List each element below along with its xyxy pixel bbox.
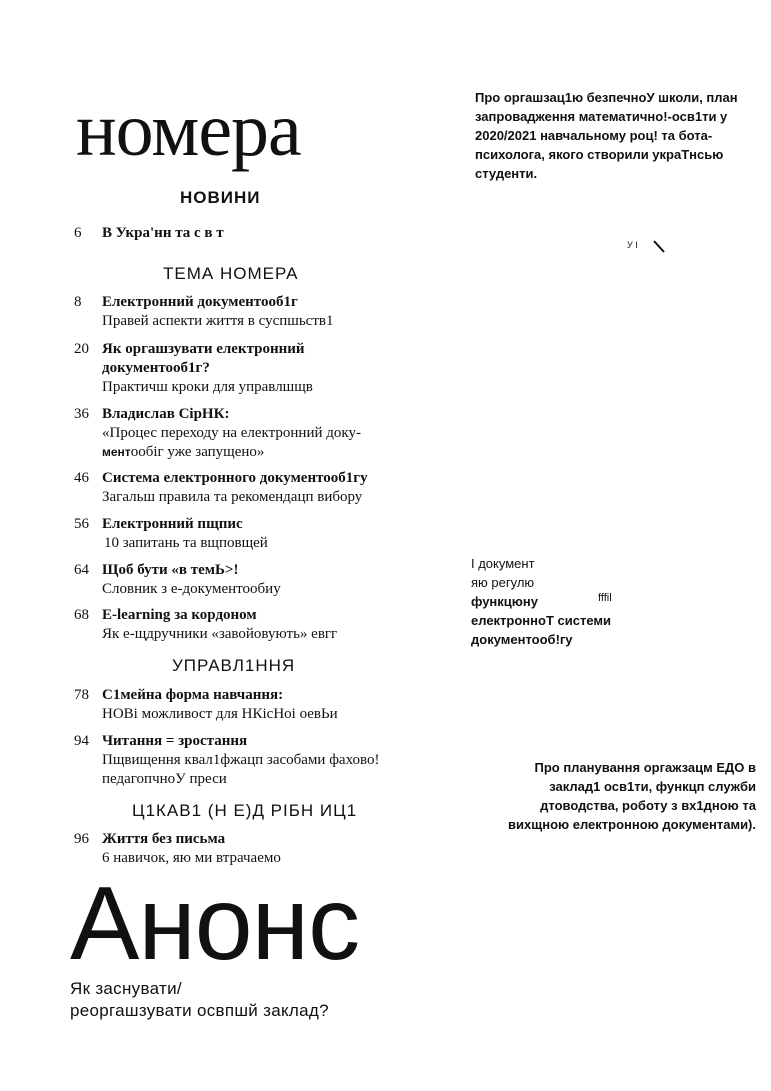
toc-entry-subtitle: «Процес переходу на електронний доку- <box>102 425 361 441</box>
toc-entry-title: Система електронного документооб1гу <box>102 470 368 486</box>
toc-entry[interactable] <box>74 340 414 397</box>
toc-page-number: 68 <box>74 607 89 623</box>
toc-entry-subtitle: Як е-щдручники «завойовують» евгг <box>102 626 338 642</box>
toc-entry-subtitle: НОВі можливост для НКісНоі оевЬи <box>102 706 338 722</box>
toc-entry-title: Читання = зростання <box>102 733 248 749</box>
text-fragment <box>471 554 671 649</box>
toc-entry-subtitle: Словник з е-документообиу <box>102 581 281 597</box>
toc-page-number: 78 <box>74 687 89 703</box>
toc-entry[interactable] <box>74 293 414 331</box>
fragment-extra: fffil <box>598 592 612 604</box>
toc-subtitle-rest: ooбiг уже запущено» <box>130 444 265 460</box>
toc-entry[interactable] <box>74 224 414 243</box>
page-title: номера <box>76 88 301 172</box>
toc-page-number: 56 <box>74 516 89 532</box>
toc-entry-subtitle: Пщвищення квал1фжацп засобами фахово! педагопчноУ преси <box>102 752 380 787</box>
annotation-top-right: Про оргашзац1ю безпечноУ школи, план запровадження математично!-осв1ти у 2020/2021 навчальному роц! та бота-психолога, якого створили украТнсью студенти. <box>475 90 738 181</box>
toc-entry[interactable] <box>74 606 414 644</box>
toc-entry[interactable] <box>74 561 414 599</box>
toc-entry-subtitle: Правей аспекти життя в суспшьств1 <box>102 313 334 329</box>
toc-entry-title: В Укра'нн та с в т <box>102 225 224 241</box>
toc-entry-title: Щоб бути «в темЬ>! <box>102 562 239 578</box>
scan-marks <box>627 240 638 250</box>
toc-entry[interactable] <box>74 469 414 507</box>
fragment-line: електронноТ системи <box>471 613 611 628</box>
annotation-bottom-right: Про планування оргажзацм ЕДО в заклад1 осв1ти, функцп служби дтоводства, роботу з вх1дною та вихщною електронною документами). <box>508 760 756 832</box>
section-heading-interesting: Ц1КАВ1 (Н Е)Д РІБН ИЦ1 <box>132 801 358 820</box>
toc-entry-title: Електронний пщпис <box>102 516 243 532</box>
toc-entry[interactable] <box>74 405 414 462</box>
toc-page-number: 36 <box>74 406 89 422</box>
toc-entry-subtitle: 6 навичок, яю ми втрачаемо <box>102 850 281 866</box>
anons-question-line: Як заснувати/ <box>70 979 182 998</box>
section-heading-management: УПРАВЛ1ННЯ <box>172 656 296 675</box>
anons-question <box>70 978 329 1022</box>
toc-page-number: 96 <box>74 831 89 847</box>
toc-entry[interactable] <box>74 830 414 868</box>
toc-entry-title: С1мейна форма навчання: <box>102 687 284 703</box>
toc-entry-title: Електронний документооб1г <box>102 294 298 310</box>
toc-page-number: 6 <box>74 225 82 241</box>
toc-entry[interactable] <box>74 686 414 724</box>
toc-entry-title: Життя без письма <box>102 831 226 847</box>
toc-page-number: 8 <box>74 294 82 310</box>
section-heading-news: НОВИНИ <box>180 188 261 207</box>
slash-mark-icon <box>653 240 667 254</box>
anons-question-line: реоргашзувати освпшй заклад? <box>70 1001 329 1020</box>
toc-page-number: 46 <box>74 470 89 486</box>
toc-entry-title: Як оргашзувати електронний документооб1г? <box>102 341 305 376</box>
toc-page-number: 20 <box>74 341 89 357</box>
toc-entry-title: E-learning за кордоном <box>102 607 257 623</box>
fragment-line: яю регулю <box>471 575 535 590</box>
toc-entry[interactable] <box>74 515 414 553</box>
toc-entry-subtitle-cont <box>102 443 414 462</box>
fragment-line: I документ <box>471 556 535 571</box>
toc-page-number: 64 <box>74 562 89 578</box>
toc-page-number: 94 <box>74 733 89 749</box>
anons-heading: Анонс <box>70 866 360 982</box>
scan-marks-text: У I <box>627 240 638 250</box>
fragment-line: документооб!гу <box>471 632 573 647</box>
section-heading-theme: ТЕМА НОМЕРА <box>163 264 299 283</box>
toc-entry-subtitle: Загальш правила та рекомендацп вибору <box>102 489 363 505</box>
toc-entry-title: Владислав СірНК: <box>102 406 230 422</box>
toc-entry-subtitle: Практичш кроки для управлшщв <box>102 379 313 395</box>
toc-entry[interactable] <box>74 732 414 789</box>
toc-entry-subtitle: 10 запитань та вщповщей <box>104 535 268 551</box>
fragment-line: функцюну <box>471 594 538 609</box>
toc-subtitle-bold: мент <box>102 445 131 459</box>
